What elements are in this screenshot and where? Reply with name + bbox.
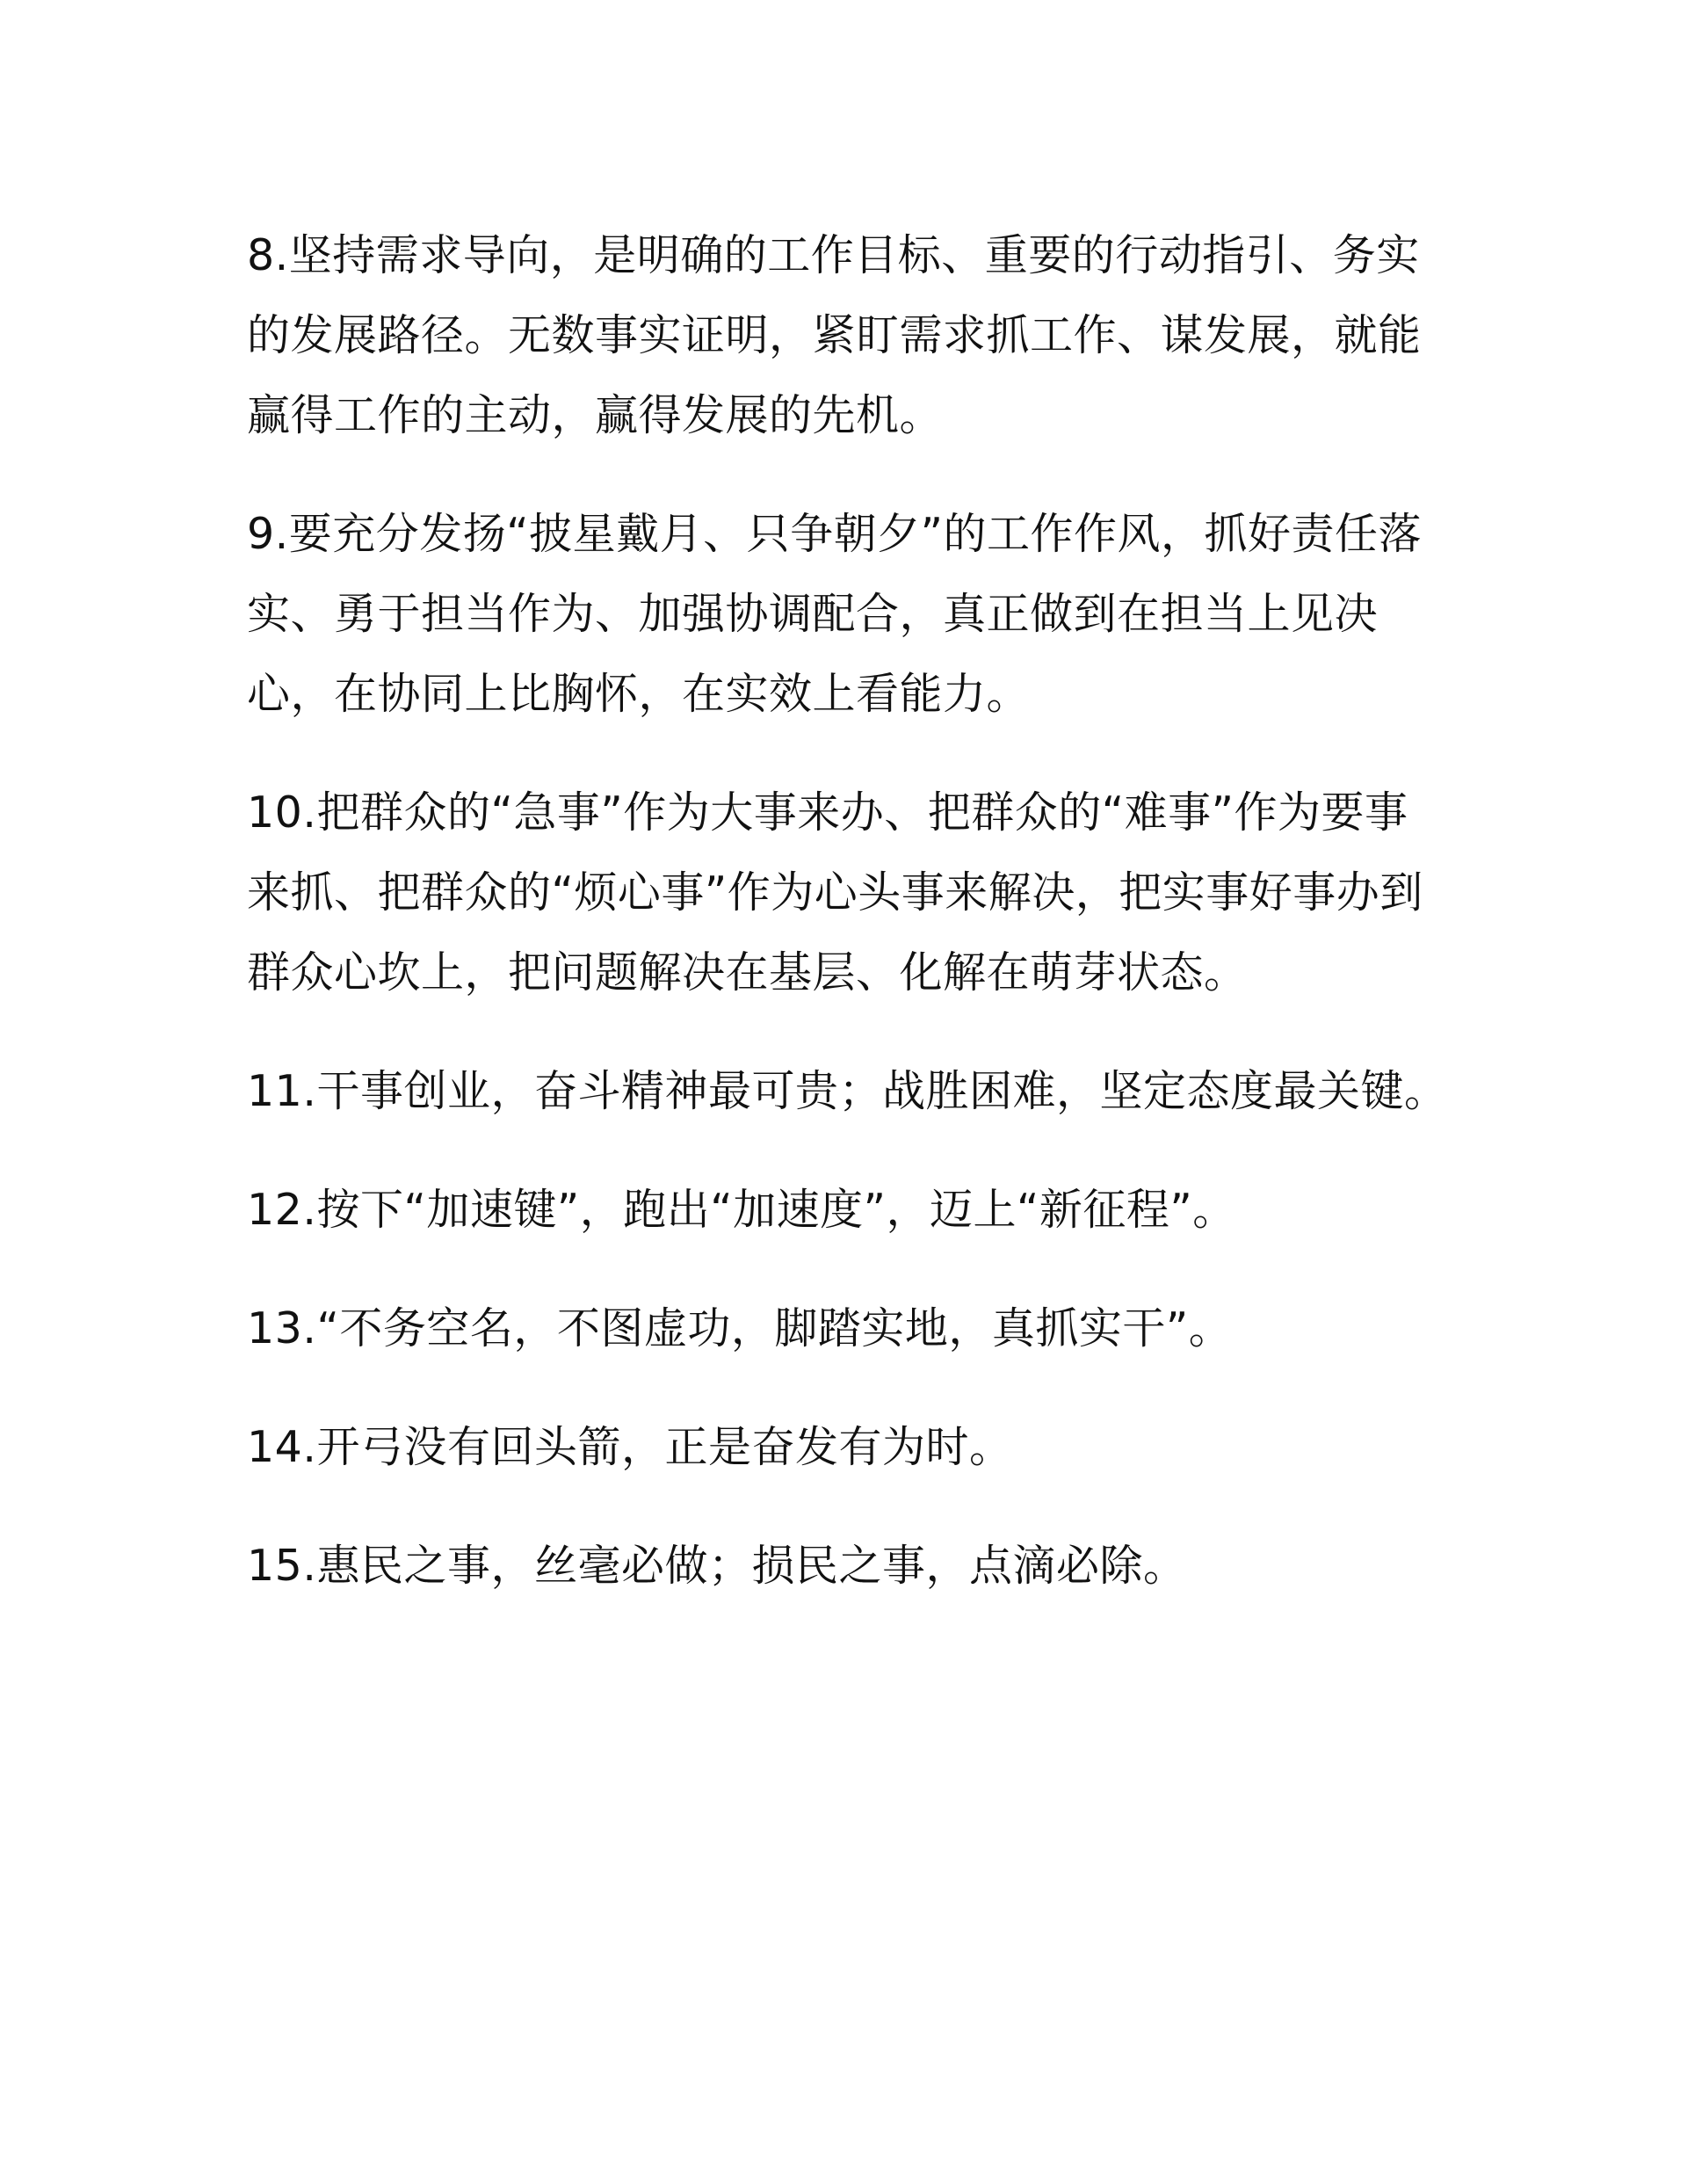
item-number: 13. [247, 1303, 317, 1353]
list-item-12 [247, 1170, 1451, 1250]
item-number: 8. [247, 230, 289, 280]
document-body [247, 215, 1451, 1606]
item-text: 惠民之事，丝毫必做；损民之事，点滴必除。 [316, 1541, 1187, 1591]
item-number: 11. [247, 1066, 317, 1116]
item-text: 干事创业，奋斗精神最可贵；战胜困难，坚定态度最关键。 [316, 1066, 1448, 1116]
list-item-9 [247, 494, 1451, 734]
item-number: 9. [247, 509, 289, 559]
item-number: 15. [247, 1541, 317, 1591]
item-text: 坚持需求导向，是明确的工作目标、重要的行动指引、务实的发展路径。无数事实证明，紧盯需求抓工作、谋发展，就能赢得工作的主动，赢得发展的先机。 [247, 230, 1422, 440]
list-item-8 [247, 215, 1451, 455]
item-text: 开弓没有回头箭，正是奋发有为时。 [316, 1422, 1013, 1472]
item-text: 要充分发扬“披星戴月、只争朝夕”的工作作风，抓好责任落实、勇于担当作为、加强协调配合，真正做到在担当上见决心，在协同上比胸怀，在实效上看能力。 [247, 509, 1423, 719]
list-item-10 [247, 773, 1451, 1012]
list-item-11 [247, 1051, 1451, 1131]
list-item-13 [247, 1288, 1451, 1368]
item-text: 按下“加速键”，跑出“加速度”，迈上“新征程”。 [316, 1185, 1236, 1235]
list-item-15 [247, 1526, 1451, 1606]
item-text: 把群众的“急事”作为大事来办、把群众的“难事”作为要事来抓、把群众的“烦心事”作为心头事来解决，把实事好事办到群众心坎上，把问题解决在基层、化解在萌芽状态。 [247, 787, 1423, 998]
item-number: 10. [247, 787, 317, 838]
item-number: 14. [247, 1422, 317, 1472]
item-number: 12. [247, 1185, 317, 1235]
item-text: “不务空名，不图虚功，脚踏实地，真抓实干”。 [316, 1303, 1233, 1353]
list-item-14 [247, 1407, 1451, 1487]
